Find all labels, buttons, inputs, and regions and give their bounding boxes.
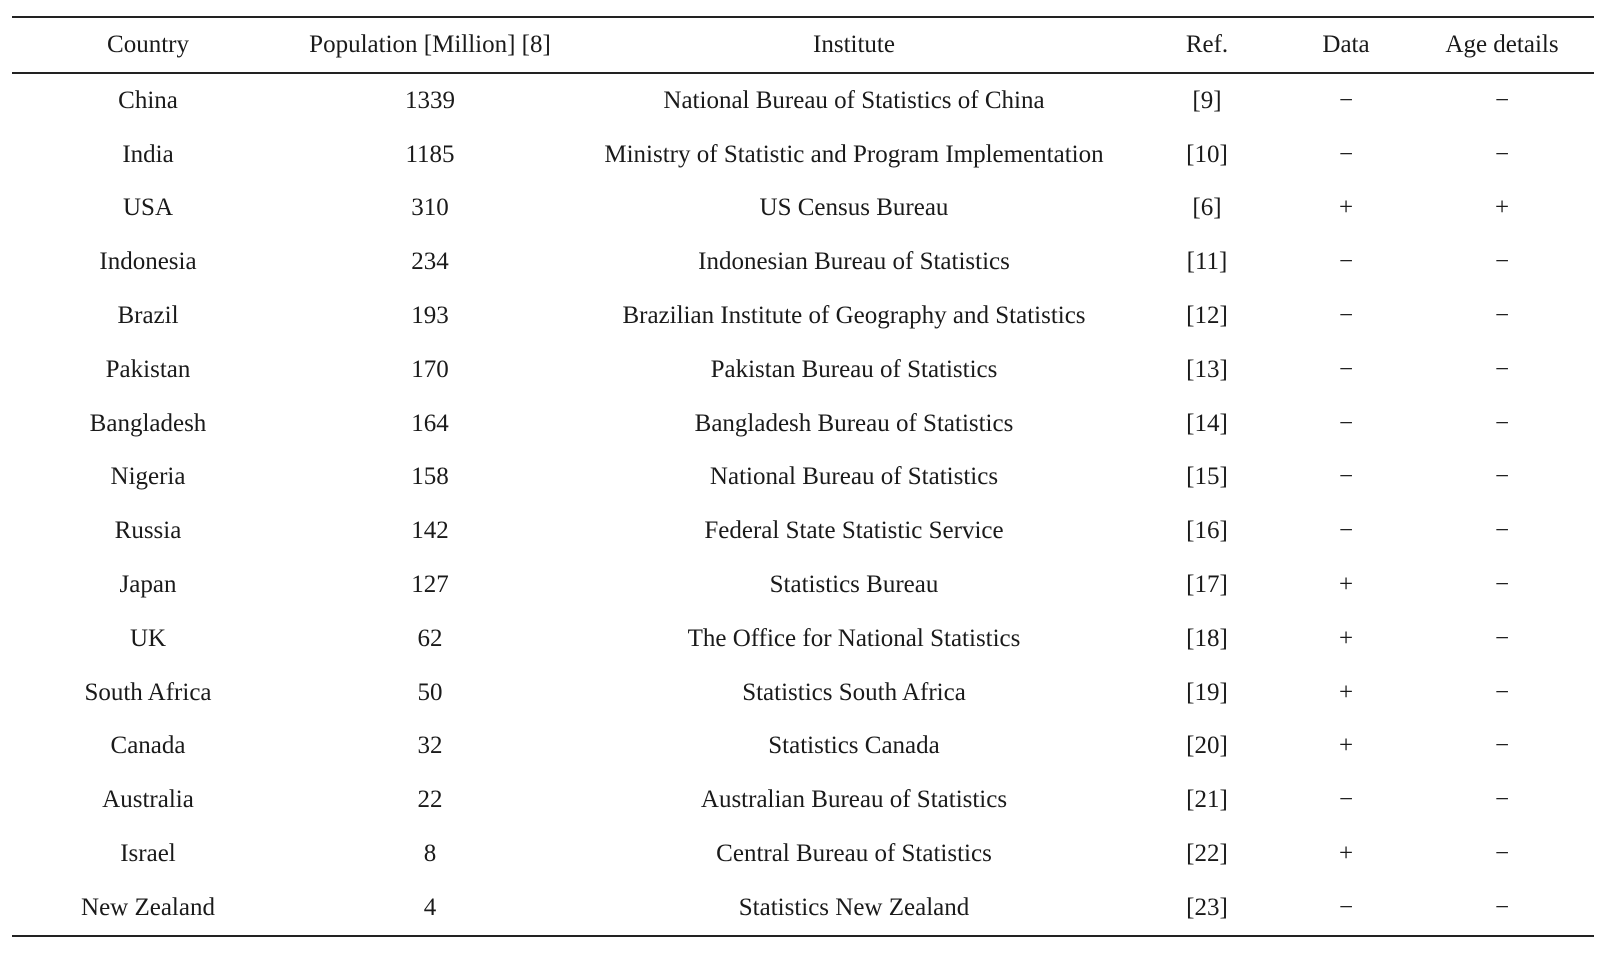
ref-cell: [21] (1186, 786, 1228, 814)
population-cell: 62 (417, 624, 443, 652)
ref-cell: [11] (1186, 248, 1228, 276)
country-cell: Indonesia (99, 248, 197, 276)
country-cell: Pakistan (105, 355, 191, 383)
age-details-cell: − (1494, 463, 1510, 491)
table-header (12, 17, 1594, 73)
header-country: Country (107, 31, 189, 58)
population-cell: 22 (417, 786, 443, 814)
data-cell: − (1338, 517, 1354, 545)
age-details-cell: − (1494, 409, 1510, 437)
country-cell: UK (129, 624, 167, 652)
country-cell: USA (122, 194, 173, 222)
ref-cell: [14] (1186, 409, 1228, 437)
institute-cell: Brazilian Institute of Geography and Statistics (622, 302, 1086, 330)
data-cell: − (1338, 248, 1354, 276)
data-cell: − (1338, 140, 1354, 168)
age-details-cell: − (1494, 86, 1510, 114)
table-row (12, 773, 1594, 827)
age-details-cell: − (1494, 732, 1510, 760)
population-cell: 193 (411, 302, 449, 330)
institute-cell: Indonesian Bureau of Statistics (698, 248, 1010, 276)
institute-cell: Federal State Statistic Service (704, 517, 1004, 545)
age-details-cell: − (1494, 678, 1510, 706)
country-cell: Australia (102, 786, 194, 814)
census-table-container (12, 16, 1594, 937)
table-row (12, 128, 1594, 182)
table-row (12, 881, 1594, 936)
census-institutes-table (12, 16, 1594, 937)
ref-cell: [12] (1186, 302, 1228, 330)
data-cell: − (1338, 463, 1354, 491)
institute-cell: Pakistan Bureau of Statistics (710, 355, 998, 383)
country-cell: Bangladesh (89, 409, 207, 437)
ref-cell: [20] (1186, 732, 1228, 760)
population-cell: 234 (411, 248, 449, 276)
country-cell: Nigeria (110, 463, 186, 491)
age-details-cell: + (1494, 194, 1510, 222)
data-cell: + (1338, 732, 1354, 760)
header-age-details: Age details (1445, 31, 1559, 58)
country-cell: China (118, 86, 178, 114)
header-row (12, 17, 1594, 73)
institute-cell: Statistics South Africa (742, 678, 966, 706)
ref-cell: [19] (1186, 678, 1228, 706)
table-row (12, 182, 1594, 236)
country-cell: Canada (110, 732, 186, 760)
country-cell: South Africa (84, 678, 212, 706)
age-details-cell: − (1494, 248, 1510, 276)
institute-cell: Ministry of Statistic and Program Implementation (604, 140, 1104, 168)
ref-cell: [15] (1186, 463, 1228, 491)
ref-cell: [10] (1186, 140, 1228, 168)
data-cell: + (1338, 678, 1354, 706)
header-ref: Ref. (1185, 31, 1229, 58)
institute-cell: Statistics Bureau (769, 571, 939, 599)
ref-cell: [17] (1186, 571, 1228, 599)
age-details-cell: − (1494, 517, 1510, 545)
country-cell: Brazil (117, 302, 179, 330)
institute-cell: US Census Bureau (759, 194, 949, 222)
data-cell: − (1338, 355, 1354, 383)
population-cell: 8 (423, 840, 437, 868)
table-row (12, 504, 1594, 558)
table-row (12, 720, 1594, 774)
ref-cell: [22] (1186, 840, 1228, 868)
table-row (12, 73, 1594, 128)
header-data: Data (1322, 31, 1370, 58)
data-cell: − (1338, 786, 1354, 814)
population-cell: 50 (417, 678, 443, 706)
ref-cell: [18] (1186, 624, 1228, 652)
population-cell: 32 (417, 732, 443, 760)
table-row (12, 558, 1594, 612)
table-row (12, 343, 1594, 397)
institute-cell: Australian Bureau of Statistics (700, 786, 1008, 814)
population-cell: 1339 (405, 86, 455, 114)
data-cell: − (1338, 86, 1354, 114)
ref-cell: [16] (1186, 517, 1228, 545)
table-row (12, 451, 1594, 505)
data-cell: − (1338, 409, 1354, 437)
institute-cell: The Office for National Statistics (687, 624, 1021, 652)
institute-cell: Bangladesh Bureau of Statistics (694, 409, 1014, 437)
country-cell: Israel (120, 840, 176, 868)
country-cell: Russia (114, 517, 182, 545)
data-cell: + (1338, 571, 1354, 599)
age-details-cell: − (1494, 571, 1510, 599)
ref-cell: [23] (1186, 893, 1228, 921)
data-cell: + (1338, 840, 1354, 868)
institute-cell: National Bureau of Statistics (709, 463, 999, 491)
population-cell: 170 (411, 355, 449, 383)
country-cell: New Zealand (81, 893, 215, 921)
table-row (12, 235, 1594, 289)
ref-cell: [6] (1192, 194, 1222, 222)
table-row (12, 666, 1594, 720)
population-cell: 142 (411, 517, 449, 545)
data-cell: − (1338, 302, 1354, 330)
header-institute: Institute (813, 31, 895, 58)
age-details-cell: − (1494, 355, 1510, 383)
population-cell: 1185 (405, 140, 455, 168)
table-row (12, 397, 1594, 451)
age-details-cell: − (1494, 840, 1510, 868)
ref-cell: [13] (1186, 355, 1228, 383)
population-cell: 310 (411, 194, 449, 222)
country-cell: India (122, 140, 174, 168)
population-cell: 4 (423, 893, 437, 921)
data-cell: + (1338, 624, 1354, 652)
table-row (12, 827, 1594, 881)
country-cell: Japan (119, 571, 177, 599)
table-row (12, 612, 1594, 666)
header-population: Population [Million] [8] (309, 31, 551, 58)
data-cell: − (1338, 893, 1354, 921)
data-cell: + (1338, 194, 1354, 222)
age-details-cell: − (1494, 893, 1510, 921)
table-row (12, 289, 1594, 343)
population-cell: 127 (411, 571, 449, 599)
institute-cell: Statistics Canada (768, 732, 940, 760)
institute-cell: Statistics New Zealand (738, 893, 970, 921)
age-details-cell: − (1494, 624, 1510, 652)
age-details-cell: − (1494, 302, 1510, 330)
table-body (12, 73, 1594, 936)
age-details-cell: − (1494, 140, 1510, 168)
age-details-cell: − (1494, 786, 1510, 814)
ref-cell: [9] (1192, 86, 1222, 114)
population-cell: 164 (411, 409, 449, 437)
population-cell: 158 (411, 463, 449, 491)
institute-cell: National Bureau of Statistics of China (663, 86, 1045, 114)
institute-cell: Central Bureau of Statistics (716, 840, 992, 868)
